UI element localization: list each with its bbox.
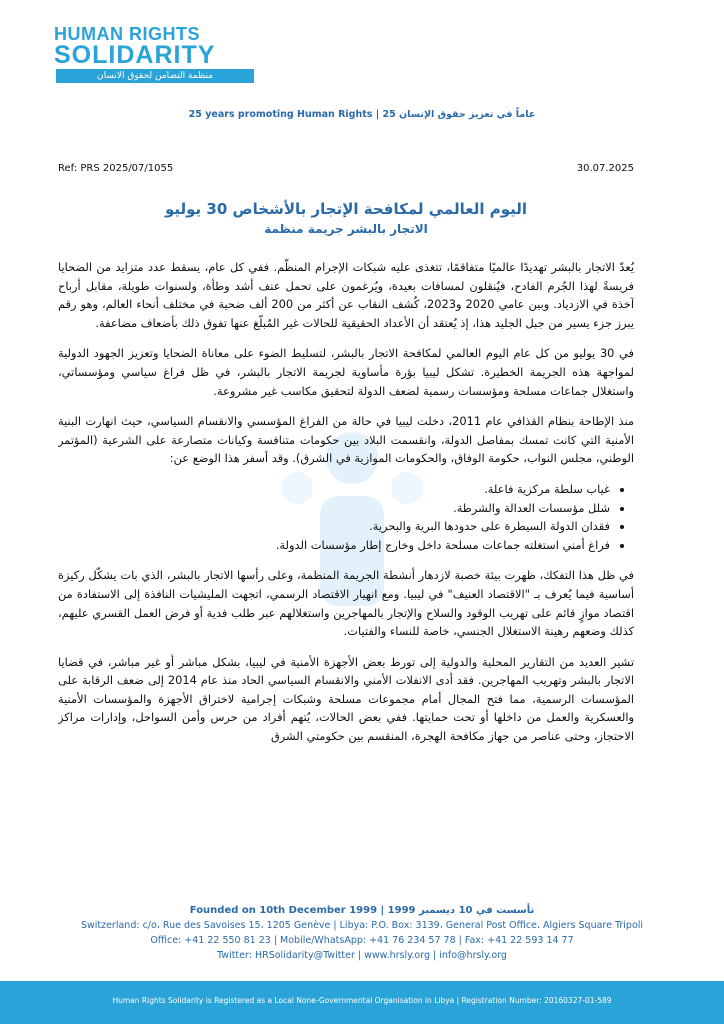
logo-line-1: HUMAN RIGHTS xyxy=(54,24,200,44)
paragraph: منذ الإطاحة بنظام القذافي عام 2011، دخلت ليبيا في حالة من الفراغ المؤسسي والانقسام السياسي، حيث انهارت البنية الأمنية التي كانت تمسك بمفاصل الدولة، وانقسمت البلاد بين حكومات متنافسة وكيانات متصارعة على الشرعية (المؤتمر الوطني، مجلس النواب، حكومة الوفاق، والحكومات الموازية في الشرق). وقد أسفر هذا الوضع عن: xyxy=(58,414,634,466)
footer-web-links[interactable]: Twitter: HRSolidarity@Twitter | www.hrsly.org | info@hrsly.org xyxy=(217,950,507,961)
bullet-item: • فقدان الدولة السيطرة على حدودها البرية والبحرية. xyxy=(58,517,610,536)
bullet-list xyxy=(58,480,634,554)
document-subtitle: الاتجار بالبشر جريمة منظمة xyxy=(264,222,428,236)
founded-english: Founded on 10th December 1999 xyxy=(189,905,378,916)
document-title: اليوم العالمي لمكافحة الإتجار بالأشخاص 30 يوليو xyxy=(164,200,528,218)
document-date: 30.07.2025 xyxy=(576,163,634,174)
paragraph: في ظل هذا التفكك، ظهرت بيئة خصبة لازدهار أنشطة الجريمة المنظمة، وعلى رأسها الاتجار بالبشر، الذي بات يشكّل ركيزة أساسية فيما يُعرف بـ "الاقتصاد العنيف" في ليبيا. ومع انهيار الاقتصاد الرسمي، اتجهت المليشيات النافذة إلى الاستفادة من اقتصاد موازٍ قائم على تهريب الوقود والسلاح والإتجار بالمهاجرين واستغلالهم عبر طلب فدية أو فرض العمل القسري عليهم، كذلك وضعهم رهينة الاستغلال الجنسي، خاصة للنساء والفتيات. xyxy=(58,568,634,639)
founded-arabic: تأسست في 10 ديسمبر 1999 xyxy=(387,905,535,916)
registration-text: Human Rights Solidarity is Registered as a Local None-Governmental Organisation in Libya | Registration Number: 20160327-01-589 xyxy=(112,996,612,1005)
bullet-item: • فراغ أمني استغلته جماعات مسلحة داخل وخارج إطار مؤسسات الدولة. xyxy=(58,536,610,555)
bullet-item: • شلل مؤسسات العدالة والشرطة. xyxy=(58,499,610,518)
registration-bar xyxy=(0,981,724,1024)
reference-number: Ref: PRS 2025/07/1055 xyxy=(58,163,174,174)
paragraph: يُعدّ الاتجار بالبشر تهديدًا عالميًا متفاقمًا، تتغذى عليه شبكات الإجرام المنظّم. ففي كل عام، يسقط عدد متزايد من الضحايا فريسةً لهذا الجُرم الفادح، فيُنقلون لمسافات بعيدة، ويُرغمون على تحمل عنف أشد وطأة، ولسنوات طويلة، مقابل أرباح آخذة في الازدياد. وبين عامي 2020 و2023، كُشف النقاب عن أكثر من 200 ألف ضحية في مختلف أنحاء العالم، وهو رقم يبرز جزء يسير من جبل الجليد هذا، إذ يُعتقد أن الأعداد الحقيقية للحالات غير المُبلّغ عنها تفوق ذلك بأضعاف مضاعفة. xyxy=(58,260,634,330)
paragraph: تشير العديد من التقارير المحلية والدولية إلى تورط بعض الأجهزة الأمنية في ليبيا، بشكل مباشر أو غير مباشر، في قضايا الاتجار بالبشر وتهريب المهاجرين. فقد أدى الانفلات الأمني والانقسام السياسي الحاد منذ عام 2014 إلى ضعف الرقابة على المؤسسات الرسمية، مما فتح المجال أمام مجموعات مسلحة وشبكات إجرامية لاختراق الأجهزة والمؤسسات الأمنية والعسكرية والعمل من داخلها أو تحت حمايتها. ففي بعض الحالات، يُتهم أفراد من حرس وأمن السواحل، وإدارات مراكز الاحتجاز، وحتى عناصر من جهاز مكافحة الهجرة، المنقسم بين حكومتي الشرق xyxy=(58,654,634,744)
organization-logo xyxy=(54,24,260,84)
founded-line: Founded on 10th December 1999 | تأسست في 10 ديسمبر 1999 xyxy=(189,905,535,916)
tagline: 25 years promoting Human Rights | 25 عاماً في تعزيز حقوق الإنسان xyxy=(188,109,536,120)
paragraph: في 30 يوليو من كل عام اليوم العالمي لمكافحة الاتجار بالبشر، لتسليط الضوء على معاناة الضحايا وتعزيز الجهود الدولية لمواجهة هذه الجريمة الخطيرة. تشكل ليبيا بؤرة مأساوية لجريمة الاتجار بالبشر، في ظل فراغ سياسي ومؤسساتي، واستغلال جماعات مسلحة ومؤسسات رسمية لضعف الدولة لتحقيق مكاسب غير مشروعة. xyxy=(58,346,634,398)
document-body xyxy=(58,258,634,898)
footer-addresses: Switzerland: c/o، Rue des Savoises 15، 1205 Genève | Libya: P.O. Box: 3139، General Post Office، Algiers Square Tripoli xyxy=(80,920,644,931)
logo-line-2: SOLIDARITY xyxy=(54,41,216,69)
footer xyxy=(0,903,724,963)
logo-arabic-banner: منظمة التضامن لحقوق الانسان xyxy=(56,69,254,83)
bullet-item: • غياب سلطة مركزية فاعلة. xyxy=(58,480,610,499)
footer-phones: Office: +41 22 550 81 23 | Mobile/WhatsApp: +41 76 234 57 78 | Fax: +41 22 593 14 77 xyxy=(150,935,574,946)
